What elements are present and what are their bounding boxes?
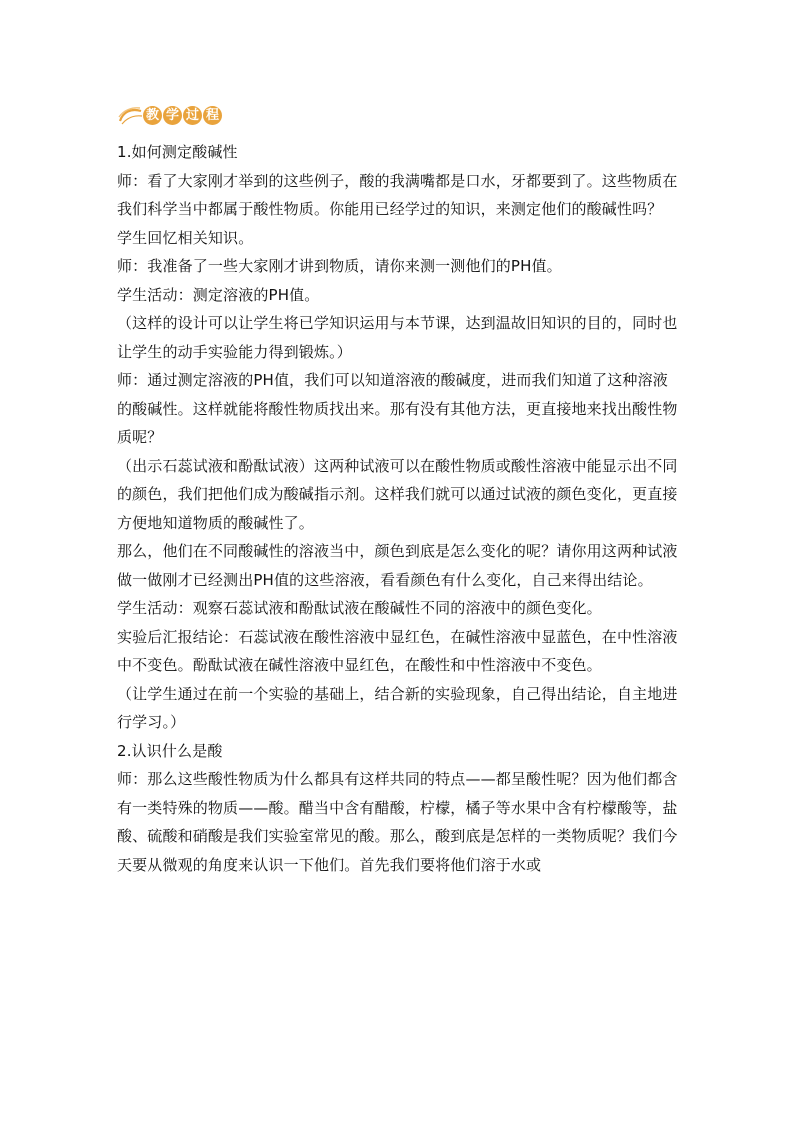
- section-heading: 1.如何测定酸碱性: [117, 143, 238, 161]
- paragraph: （这样的设计可以让学生将已学知识运用与本节课，达到温故旧知识的目的，同时也让学生的动手实验能力得到锻炼。）: [117, 314, 678, 361]
- paragraph: 那么，他们在不同酸碱性的溶液当中，颜色到底是怎么变化的呢？请你用这两种试液做一做刚才已经测出PH值的这些溶液，看看颜色有什么变化，自己来得出结论。: [117, 542, 678, 589]
- paragraph: 师：看了大家刚才举到的这些例子，酸的我满嘴都是口水，牙都要到了。这些物质在我们科学当中都属于酸性物质。你能用已经学过的知识，来测定他们的酸碱性吗？: [117, 171, 678, 218]
- paragraph: 学生回忆相关知识。: [117, 228, 254, 247]
- badge-char: 程: [203, 106, 222, 125]
- paragraph: 学生活动：测定溶液的PH值。: [117, 285, 320, 304]
- paragraph: （出示石蕊试液和酚酞试液）这两种试液可以在酸性物质或酸性溶液中能显示出不同的颜色，我们把他们成为酸碱指示剂。这样我们就可以通过试液的颜色变化，更直接方便地知道物质的酸碱性了。: [117, 456, 678, 532]
- document-body: [117, 138, 679, 879]
- paragraph: （让学生通过在前一个实验的基础上，结合新的实验现象，自己得出结论，自主地进行学习。）: [117, 684, 678, 731]
- paragraph: 师：我准备了一些大家刚才讲到物质，请你来测一测他们的PH值。: [117, 257, 562, 275]
- badge-char: 教: [143, 106, 162, 125]
- paragraph: 实验后汇报结论：石蕊试液在酸性溶液中显红色，在碱性溶液中显蓝色，在中性溶液中不变色。酚酞试液在碱性溶液中显红色，在酸性和中性溶液中不变色。: [117, 627, 678, 674]
- badge-char: 过: [183, 106, 202, 125]
- badge-char: 学: [163, 106, 182, 125]
- paragraph: 师：那么这些酸性物质为什么都具有这样共同的特点——都呈酸性呢？因为他们都含有一类特殊的物质——酸。醋当中含有醋酸，柠檬，橘子等水果中含有柠檬酸等，盐酸、硫酸和硝酸是我们实验室常见的酸。那么，酸到底是怎样的一类物质呢？我们今天要从微观的角度来认识一下他们。首先我们要将他们溶于水或: [117, 770, 678, 874]
- section-heading: 2.认识什么是酸: [117, 741, 223, 760]
- section-badge-label: [143, 106, 222, 125]
- swirl-decoration-icon: [117, 104, 143, 126]
- paragraph: 师：通过测定溶液的PH值，我们可以知道溶液的酸碱度，进而我们知道了这种溶液的酸碱性。这样就能将酸性物质找出来。那有没有其他方法，更直接地来找出酸性物质呢？: [117, 371, 678, 446]
- paragraph: 学生活动：观察石蕊试液和酚酞试液在酸碱性不同的溶液中的颜色变化。: [117, 599, 602, 617]
- section-badge: [117, 104, 222, 126]
